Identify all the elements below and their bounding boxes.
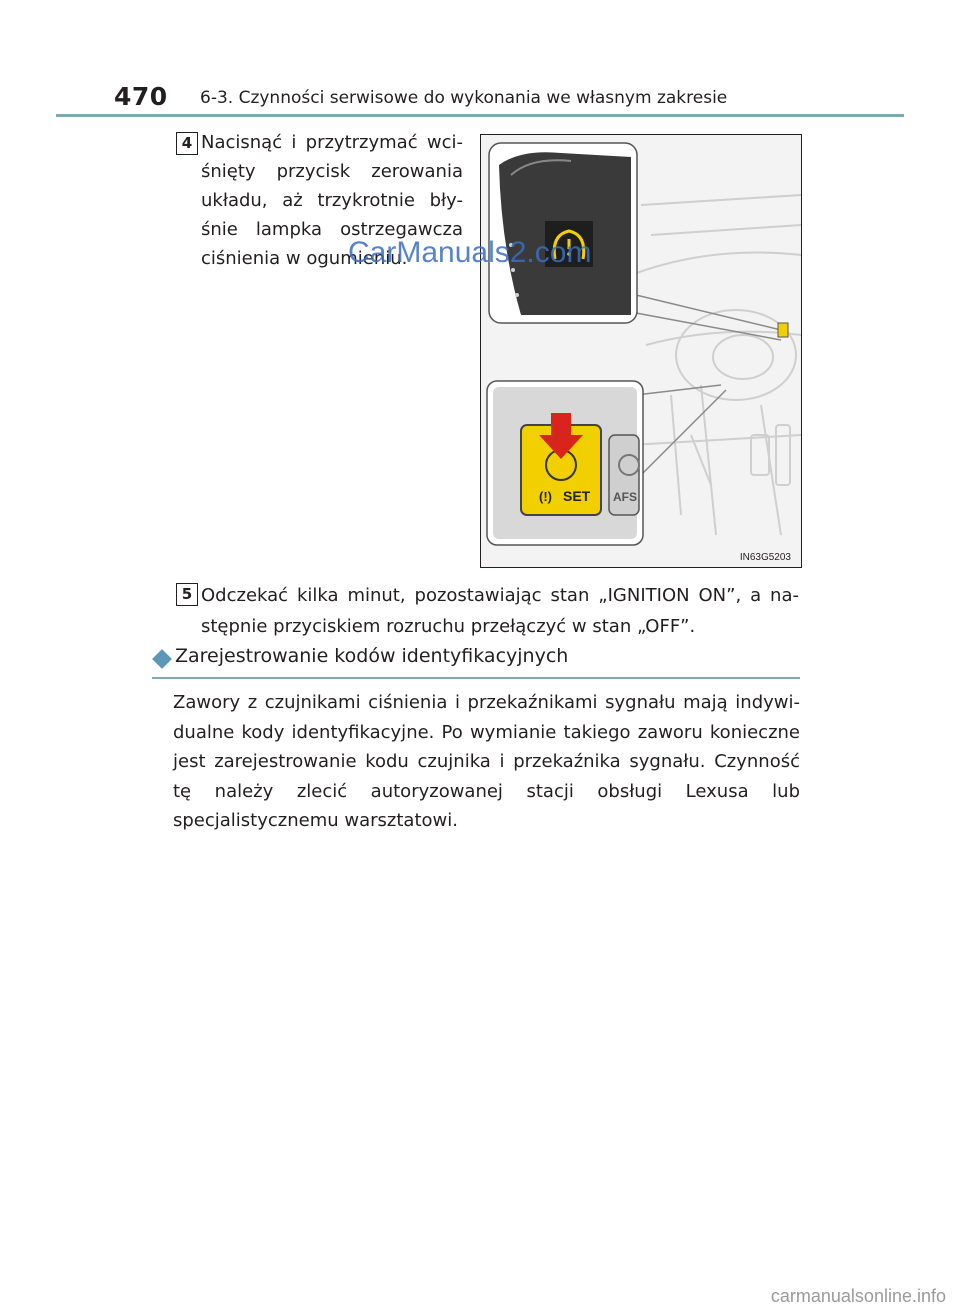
step-4-badge: 4 xyxy=(176,132,198,155)
section-title: 6-3. Czynności serwisowe do wykonania we własnym zakresie xyxy=(200,88,728,108)
watermark-top: CarManuals2.com xyxy=(348,236,592,269)
instrument-inset xyxy=(489,143,637,323)
diamond-bullet-icon xyxy=(152,649,172,669)
subsection-body: Zawory z czujnikami ciśnienia i przekaźnikami sygnału mają indywi-dualne kody identyfikacyjne. Po wymianie takiego zaworu konieczne jest zarejestrowanie kodu czujnika i przekaźnika sygnału. Czynność tę należy zlecić autoryzowanej stacji obsługi Lexusa lub specjalistycznemu warsztatowi. xyxy=(173,692,800,831)
figure-code: IN63G5203 xyxy=(739,552,791,563)
page-number: 470 xyxy=(114,82,168,111)
subsection-title: Zarejestrowanie kodów identyfikacyjnych xyxy=(175,645,569,667)
subsection-rule xyxy=(152,677,800,679)
set-button-label: SET xyxy=(563,488,591,504)
step-4-text: Nacisnąć i przytrzymać wci-śnięty przycisk zerowania układu, aż trzykrotnie bły-śnie lampka ostrzegawcza ciśnienia w ogumieniu. xyxy=(201,132,463,269)
tire-pressure-symbol: (!) xyxy=(539,489,552,504)
instruction-figure xyxy=(480,134,802,568)
page-header xyxy=(0,0,960,120)
step-5-text: Odczekać kilka minut, pozostawiając stan „IGNITION ON”, a na-stępnie przyciskiem rozruchu przełączyć w stan „OFF”. xyxy=(201,585,799,637)
step-5-badge: 5 xyxy=(176,583,198,606)
dash-warning-light-small xyxy=(778,323,788,337)
dashboard-illustration xyxy=(481,135,801,567)
watermark-bottom: carmanualsonline.info xyxy=(770,1286,946,1306)
header-rule xyxy=(56,114,904,117)
afs-button-label: AFS xyxy=(613,490,637,504)
set-button-inset xyxy=(487,381,643,545)
